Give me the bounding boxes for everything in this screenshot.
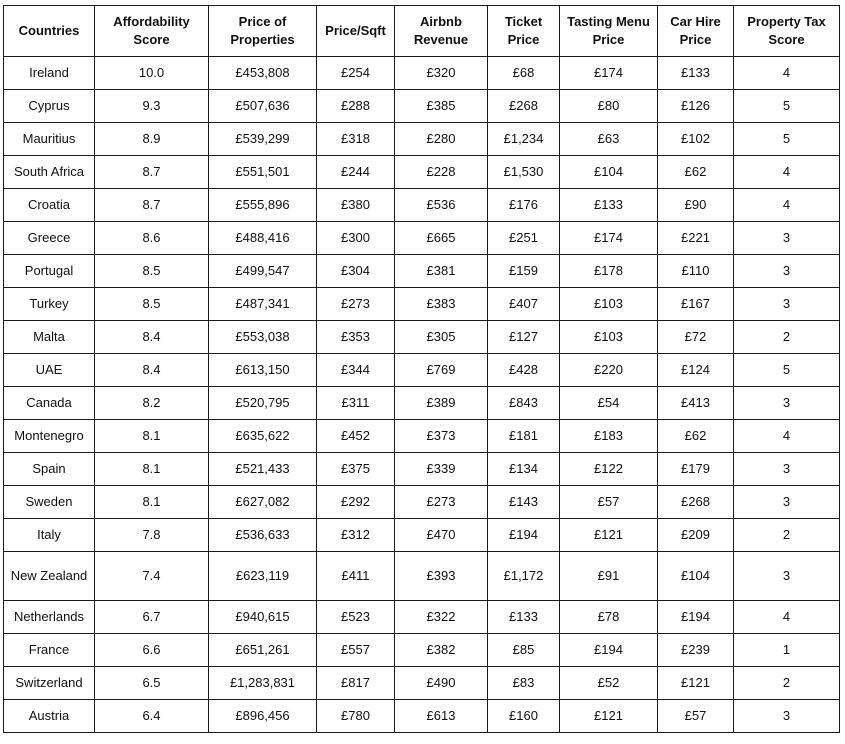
- car-hire-price-cell: £90: [658, 189, 734, 222]
- airbnb-revenue-cell: £389: [395, 387, 488, 420]
- affordability-score-cell: 8.5: [95, 288, 209, 321]
- property-price-cell: £521,433: [209, 453, 317, 486]
- table-row: [4, 601, 840, 634]
- price-per-sqft-cell: £780: [317, 700, 395, 733]
- price-per-sqft-cell: £411: [317, 552, 395, 601]
- car-hire-price-cell: £62: [658, 420, 734, 453]
- property-price-cell: £551,501: [209, 156, 317, 189]
- country-cell: Spain: [4, 453, 95, 486]
- property-tax-score-cell: 2: [734, 667, 840, 700]
- car-hire-price-cell: £221: [658, 222, 734, 255]
- tasting-menu-price-cell: £183: [560, 420, 658, 453]
- car-hire-price-cell: £57: [658, 700, 734, 733]
- country-cell: Sweden: [4, 486, 95, 519]
- property-tax-score-cell: 4: [734, 420, 840, 453]
- property-price-cell: £627,082: [209, 486, 317, 519]
- table-row: [4, 420, 840, 453]
- country-cell: Greece: [4, 222, 95, 255]
- tasting-menu-price-cell: £104: [560, 156, 658, 189]
- tasting-menu-price-cell: £174: [560, 222, 658, 255]
- property-tax-score-cell: 5: [734, 354, 840, 387]
- ticket-price-cell: £85: [488, 634, 560, 667]
- tasting-menu-price-cell: £103: [560, 321, 658, 354]
- affordability-score-cell: 8.4: [95, 354, 209, 387]
- table-row: [4, 387, 840, 420]
- header-countries: Countries: [4, 6, 95, 57]
- car-hire-price-cell: £124: [658, 354, 734, 387]
- header-affordability-score: Affordability Score: [95, 6, 209, 57]
- table-row: [4, 189, 840, 222]
- price-per-sqft-cell: £557: [317, 634, 395, 667]
- country-cell: Portugal: [4, 255, 95, 288]
- price-per-sqft-cell: £312: [317, 519, 395, 552]
- affordability-score-cell: 8.6: [95, 222, 209, 255]
- table-row: [4, 453, 840, 486]
- affordability-score-cell: 6.7: [95, 601, 209, 634]
- car-hire-price-cell: £121: [658, 667, 734, 700]
- airbnb-revenue-cell: £373: [395, 420, 488, 453]
- country-cell: Croatia: [4, 189, 95, 222]
- tasting-menu-price-cell: £178: [560, 255, 658, 288]
- airbnb-revenue-cell: £381: [395, 255, 488, 288]
- property-price-cell: £453,808: [209, 57, 317, 90]
- affordability-score-cell: 8.1: [95, 420, 209, 453]
- airbnb-revenue-cell: £665: [395, 222, 488, 255]
- tasting-menu-price-cell: £133: [560, 189, 658, 222]
- affordability-score-cell: 6.4: [95, 700, 209, 733]
- country-cell: New Zealand: [4, 552, 95, 601]
- car-hire-price-cell: £239: [658, 634, 734, 667]
- price-per-sqft-cell: £273: [317, 288, 395, 321]
- tasting-menu-price-cell: £91: [560, 552, 658, 601]
- property-price-cell: £520,795: [209, 387, 317, 420]
- affordability-score-cell: 6.5: [95, 667, 209, 700]
- ticket-price-cell: £194: [488, 519, 560, 552]
- table-row: [4, 321, 840, 354]
- tasting-menu-price-cell: £122: [560, 453, 658, 486]
- ticket-price-cell: £407: [488, 288, 560, 321]
- table-row: [4, 156, 840, 189]
- affordability-score-cell: 8.5: [95, 255, 209, 288]
- airbnb-revenue-cell: £385: [395, 90, 488, 123]
- price-per-sqft-cell: £292: [317, 486, 395, 519]
- property-price-cell: £896,456: [209, 700, 317, 733]
- property-tax-score-cell: 3: [734, 453, 840, 486]
- ticket-price-cell: £843: [488, 387, 560, 420]
- price-per-sqft-cell: £523: [317, 601, 395, 634]
- table-row: [4, 57, 840, 90]
- property-tax-score-cell: 3: [734, 387, 840, 420]
- ticket-price-cell: £268: [488, 90, 560, 123]
- price-per-sqft-cell: £311: [317, 387, 395, 420]
- affordability-score-cell: 10.0: [95, 57, 209, 90]
- price-per-sqft-cell: £304: [317, 255, 395, 288]
- property-price-cell: £488,416: [209, 222, 317, 255]
- country-cell: Canada: [4, 387, 95, 420]
- country-cell: UAE: [4, 354, 95, 387]
- airbnb-revenue-cell: £393: [395, 552, 488, 601]
- car-hire-price-cell: £194: [658, 601, 734, 634]
- table-row: [4, 552, 840, 601]
- table-row: [4, 519, 840, 552]
- ticket-price-cell: £428: [488, 354, 560, 387]
- price-per-sqft-cell: £318: [317, 123, 395, 156]
- ticket-price-cell: £83: [488, 667, 560, 700]
- tasting-menu-price-cell: £220: [560, 354, 658, 387]
- header-ticket-price: Ticket Price: [488, 6, 560, 57]
- country-cell: Ireland: [4, 57, 95, 90]
- property-tax-score-cell: 3: [734, 552, 840, 601]
- affordability-score-cell: 6.6: [95, 634, 209, 667]
- property-tax-score-cell: 3: [734, 700, 840, 733]
- affordability-score-cell: 8.4: [95, 321, 209, 354]
- car-hire-price-cell: £72: [658, 321, 734, 354]
- property-price-cell: £536,633: [209, 519, 317, 552]
- price-per-sqft-cell: £288: [317, 90, 395, 123]
- affordability-score-cell: 7.4: [95, 552, 209, 601]
- tasting-menu-price-cell: £121: [560, 700, 658, 733]
- affordability-table: [3, 5, 840, 733]
- property-tax-score-cell: 2: [734, 321, 840, 354]
- tasting-menu-price-cell: £121: [560, 519, 658, 552]
- airbnb-revenue-cell: £320: [395, 57, 488, 90]
- ticket-price-cell: £68: [488, 57, 560, 90]
- property-tax-score-cell: 3: [734, 288, 840, 321]
- country-cell: Austria: [4, 700, 95, 733]
- property-price-cell: £651,261: [209, 634, 317, 667]
- affordability-score-cell: 8.1: [95, 486, 209, 519]
- country-cell: Netherlands: [4, 601, 95, 634]
- header-row: [4, 6, 840, 57]
- airbnb-revenue-cell: £490: [395, 667, 488, 700]
- tasting-menu-price-cell: £57: [560, 486, 658, 519]
- table-row: [4, 123, 840, 156]
- airbnb-revenue-cell: £613: [395, 700, 488, 733]
- header-airbnb-revenue: Airbnb Revenue: [395, 6, 488, 57]
- airbnb-revenue-cell: £305: [395, 321, 488, 354]
- property-price-cell: £487,341: [209, 288, 317, 321]
- affordability-score-cell: 7.8: [95, 519, 209, 552]
- car-hire-price-cell: £110: [658, 255, 734, 288]
- price-per-sqft-cell: £254: [317, 57, 395, 90]
- ticket-price-cell: £159: [488, 255, 560, 288]
- property-price-cell: £613,150: [209, 354, 317, 387]
- car-hire-price-cell: £179: [658, 453, 734, 486]
- country-cell: Montenegro: [4, 420, 95, 453]
- tasting-menu-price-cell: £63: [560, 123, 658, 156]
- airbnb-revenue-cell: £382: [395, 634, 488, 667]
- country-cell: France: [4, 634, 95, 667]
- tasting-menu-price-cell: £194: [560, 634, 658, 667]
- header-property-tax-score: Property Tax Score: [734, 6, 840, 57]
- airbnb-revenue-cell: £470: [395, 519, 488, 552]
- tasting-menu-price-cell: £80: [560, 90, 658, 123]
- price-per-sqft-cell: £244: [317, 156, 395, 189]
- airbnb-revenue-cell: £228: [395, 156, 488, 189]
- country-cell: Mauritius: [4, 123, 95, 156]
- airbnb-revenue-cell: £769: [395, 354, 488, 387]
- car-hire-price-cell: £268: [658, 486, 734, 519]
- ticket-price-cell: £181: [488, 420, 560, 453]
- header-price-of-properties: Price of Properties: [209, 6, 317, 57]
- ticket-price-cell: £1,172: [488, 552, 560, 601]
- property-price-cell: £940,615: [209, 601, 317, 634]
- ticket-price-cell: £143: [488, 486, 560, 519]
- ticket-price-cell: £134: [488, 453, 560, 486]
- affordability-score-cell: 8.7: [95, 156, 209, 189]
- car-hire-price-cell: £209: [658, 519, 734, 552]
- property-price-cell: £539,299: [209, 123, 317, 156]
- property-tax-score-cell: 3: [734, 222, 840, 255]
- price-per-sqft-cell: £380: [317, 189, 395, 222]
- price-per-sqft-cell: £344: [317, 354, 395, 387]
- country-cell: Italy: [4, 519, 95, 552]
- car-hire-price-cell: £104: [658, 552, 734, 601]
- property-price-cell: £623,119: [209, 552, 317, 601]
- ticket-price-cell: £176: [488, 189, 560, 222]
- country-cell: Malta: [4, 321, 95, 354]
- property-tax-score-cell: 3: [734, 255, 840, 288]
- table-row: [4, 255, 840, 288]
- header-tasting-menu-price: Tasting Menu Price: [560, 6, 658, 57]
- airbnb-revenue-cell: £339: [395, 453, 488, 486]
- airbnb-revenue-cell: £280: [395, 123, 488, 156]
- table-row: [4, 486, 840, 519]
- affordability-score-cell: 8.2: [95, 387, 209, 420]
- ticket-price-cell: £251: [488, 222, 560, 255]
- ticket-price-cell: £1,234: [488, 123, 560, 156]
- tasting-menu-price-cell: £52: [560, 667, 658, 700]
- property-tax-score-cell: 4: [734, 57, 840, 90]
- property-tax-score-cell: 5: [734, 123, 840, 156]
- property-tax-score-cell: 5: [734, 90, 840, 123]
- property-price-cell: £553,038: [209, 321, 317, 354]
- table-row: [4, 288, 840, 321]
- affordability-score-cell: 8.9: [95, 123, 209, 156]
- car-hire-price-cell: £133: [658, 57, 734, 90]
- price-per-sqft-cell: £817: [317, 667, 395, 700]
- ticket-price-cell: £160: [488, 700, 560, 733]
- table-row: [4, 354, 840, 387]
- table-row: [4, 634, 840, 667]
- ticket-price-cell: £1,530: [488, 156, 560, 189]
- airbnb-revenue-cell: £273: [395, 486, 488, 519]
- property-tax-score-cell: 3: [734, 486, 840, 519]
- property-tax-score-cell: 1: [734, 634, 840, 667]
- affordability-score-cell: 8.1: [95, 453, 209, 486]
- country-cell: Turkey: [4, 288, 95, 321]
- table-body: [4, 57, 840, 733]
- tasting-menu-price-cell: £103: [560, 288, 658, 321]
- airbnb-revenue-cell: £322: [395, 601, 488, 634]
- affordability-score-cell: 9.3: [95, 90, 209, 123]
- property-price-cell: £499,547: [209, 255, 317, 288]
- header-car-hire-price: Car Hire Price: [658, 6, 734, 57]
- property-tax-score-cell: 4: [734, 156, 840, 189]
- car-hire-price-cell: £62: [658, 156, 734, 189]
- table-row: [4, 222, 840, 255]
- country-cell: South Africa: [4, 156, 95, 189]
- affordability-score-cell: 8.7: [95, 189, 209, 222]
- ticket-price-cell: £127: [488, 321, 560, 354]
- tasting-menu-price-cell: £174: [560, 57, 658, 90]
- table-row: [4, 667, 840, 700]
- property-tax-score-cell: 2: [734, 519, 840, 552]
- price-per-sqft-cell: £452: [317, 420, 395, 453]
- airbnb-revenue-cell: £383: [395, 288, 488, 321]
- airbnb-revenue-cell: £536: [395, 189, 488, 222]
- property-price-cell: £507,636: [209, 90, 317, 123]
- country-cell: Switzerland: [4, 667, 95, 700]
- property-tax-score-cell: 4: [734, 189, 840, 222]
- property-tax-score-cell: 4: [734, 601, 840, 634]
- car-hire-price-cell: £126: [658, 90, 734, 123]
- car-hire-price-cell: £167: [658, 288, 734, 321]
- table-row: [4, 700, 840, 733]
- property-price-cell: £1,283,831: [209, 667, 317, 700]
- property-price-cell: £555,896: [209, 189, 317, 222]
- price-per-sqft-cell: £353: [317, 321, 395, 354]
- tasting-menu-price-cell: £78: [560, 601, 658, 634]
- table-header: [4, 6, 840, 57]
- price-per-sqft-cell: £300: [317, 222, 395, 255]
- price-per-sqft-cell: £375: [317, 453, 395, 486]
- ticket-price-cell: £133: [488, 601, 560, 634]
- car-hire-price-cell: £102: [658, 123, 734, 156]
- table-row: [4, 90, 840, 123]
- car-hire-price-cell: £413: [658, 387, 734, 420]
- country-cell: Cyprus: [4, 90, 95, 123]
- tasting-menu-price-cell: £54: [560, 387, 658, 420]
- header-price-per-sqft: Price/Sqft: [317, 6, 395, 57]
- property-price-cell: £635,622: [209, 420, 317, 453]
